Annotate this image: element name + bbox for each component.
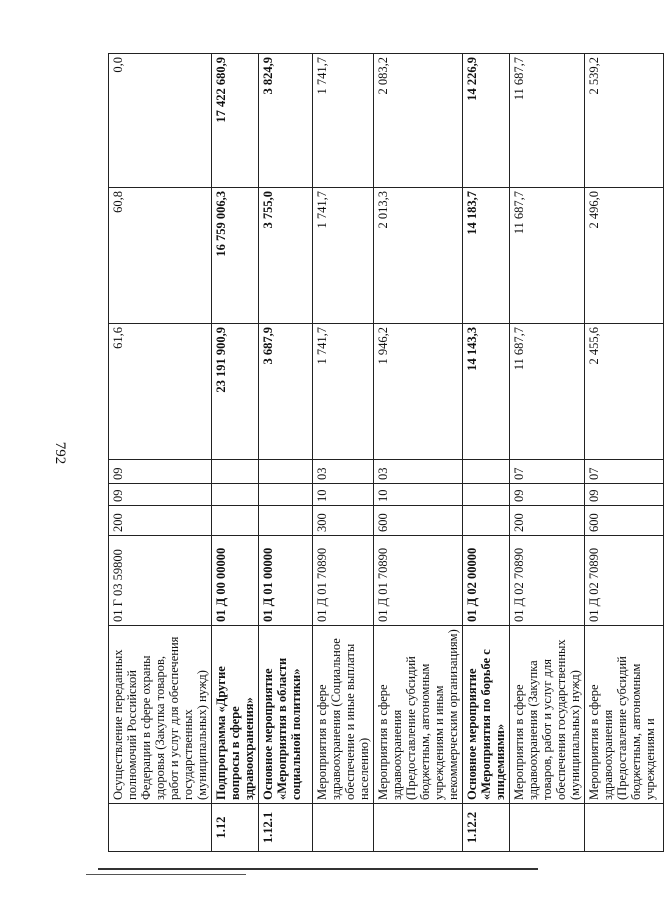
row-rz: 10 [313, 484, 374, 506]
row-rz [463, 484, 510, 506]
row-value-3: 14 226,9 [463, 54, 510, 188]
rotated-table-wrapper [108, 54, 657, 852]
row-number [109, 804, 212, 852]
table-row [109, 54, 212, 852]
row-value-2: 16 759 006,3 [212, 188, 259, 324]
row-rz: 09 [585, 484, 664, 506]
row-value-3: 17 422 680,9 [212, 54, 259, 188]
row-code: 01 Д 01 70890 [313, 536, 374, 626]
row-value-1: 14 143,3 [463, 324, 510, 460]
row-value-1: 1 946,2 [374, 324, 463, 460]
row-number [374, 804, 463, 852]
row-pr: 07 [510, 460, 585, 484]
row-name: Основное мероприятие «Мероприятия по борьбе с эпидемиями» [463, 626, 510, 804]
row-name: Осуществление переданных полномочий Российской Федерации в сфере охраны здоровья (Закупка товаров, работ и услуг для обеспечения государственных (муниципальных) нужд) [109, 626, 212, 804]
row-code: 01 Д 00 00000 [212, 536, 259, 626]
row-number [585, 804, 664, 852]
row-number [313, 804, 374, 852]
table-row [374, 54, 463, 852]
row-value-3: 3 824,9 [259, 54, 313, 188]
row-value-2: 11 687,7 [510, 188, 585, 324]
row-name: Мероприятия в сфере здравоохранения (Закупка товаров, работ и услуг для обеспечения государственных (муниципальных) нужд) [510, 626, 585, 804]
row-value-1: 23 191 900,9 [212, 324, 259, 460]
row-value-2: 2 013,3 [374, 188, 463, 324]
row-vr [463, 506, 510, 536]
row-code: 01 Д 01 70890 [374, 536, 463, 626]
row-code: 01 Д 02 00000 [463, 536, 510, 626]
row-value-2: 60,8 [109, 188, 212, 324]
row-pr: 07 [585, 460, 664, 484]
row-number: 1.12.2 [463, 804, 510, 852]
row-pr: 03 [374, 460, 463, 484]
row-vr: 200 [109, 506, 212, 536]
row-value-1: 3 687,9 [259, 324, 313, 460]
row-value-3: 0,0 [109, 54, 212, 188]
row-name: Мероприятия в сфере здравоохранения (Социальное обеспечение и иные выплаты населению) [313, 626, 374, 804]
row-number: 1.12.1 [259, 804, 313, 852]
row-vr: 200 [510, 506, 585, 536]
row-rz [212, 484, 259, 506]
row-name: Подпрограмма «Другие вопросы в сфере здравоохранения» [212, 626, 259, 804]
row-rz: 09 [510, 484, 585, 506]
table-row [212, 54, 259, 852]
row-code: 01 Д 02 70890 [510, 536, 585, 626]
page-bottom-rule-secondary [86, 874, 246, 875]
row-vr: 300 [313, 506, 374, 536]
row-value-1: 61,6 [109, 324, 212, 460]
row-number [510, 804, 585, 852]
row-vr [212, 506, 259, 536]
page-number: 792 [52, 441, 68, 465]
table-row [463, 54, 510, 852]
row-value-3: 2 539,2 [585, 54, 664, 188]
row-pr: 09 [109, 460, 212, 484]
table-row [259, 54, 313, 852]
table-body [109, 54, 664, 852]
row-vr: 600 [374, 506, 463, 536]
row-value-2: 2 496,0 [585, 188, 664, 324]
row-pr [463, 460, 510, 484]
row-rz [259, 484, 313, 506]
row-name: Основное мероприятие «Мероприятия в области социальной политики» [259, 626, 313, 804]
row-value-2: 3 755,0 [259, 188, 313, 324]
row-value-3: 11 687,7 [510, 54, 585, 188]
budget-table [108, 53, 664, 852]
row-value-1: 2 455,6 [585, 324, 664, 460]
table-row [313, 54, 374, 852]
row-value-2: 14 183,7 [463, 188, 510, 324]
row-code: 01 Г 03 59800 [109, 536, 212, 626]
row-rz: 10 [374, 484, 463, 506]
row-pr [212, 460, 259, 484]
row-name: Мероприятия в сфере здравоохранения (Предоставление субсидий бюджетным, автономным учреждениям и иным некоммерческим организациям) [374, 626, 463, 804]
row-vr: 600 [585, 506, 664, 536]
row-value-3: 2 083,2 [374, 54, 463, 188]
row-value-1: 11 687,7 [510, 324, 585, 460]
table-row [510, 54, 585, 852]
row-vr [259, 506, 313, 536]
row-rz: 09 [109, 484, 212, 506]
row-code: 01 Д 02 70890 [585, 536, 664, 626]
row-value-2: 1 741,7 [313, 188, 374, 324]
row-pr: 03 [313, 460, 374, 484]
row-pr [259, 460, 313, 484]
row-code: 01 Д 01 00000 [259, 536, 313, 626]
row-value-1: 1 741,7 [313, 324, 374, 460]
row-number: 1.12 [212, 804, 259, 852]
table-row [585, 54, 664, 852]
row-name: Мероприятия в сфере здравоохранения (Предоставление субсидий бюджетным, автономным учреждениям и [585, 626, 664, 804]
page-bottom-rule [98, 868, 538, 870]
row-value-3: 1 741,7 [313, 54, 374, 188]
